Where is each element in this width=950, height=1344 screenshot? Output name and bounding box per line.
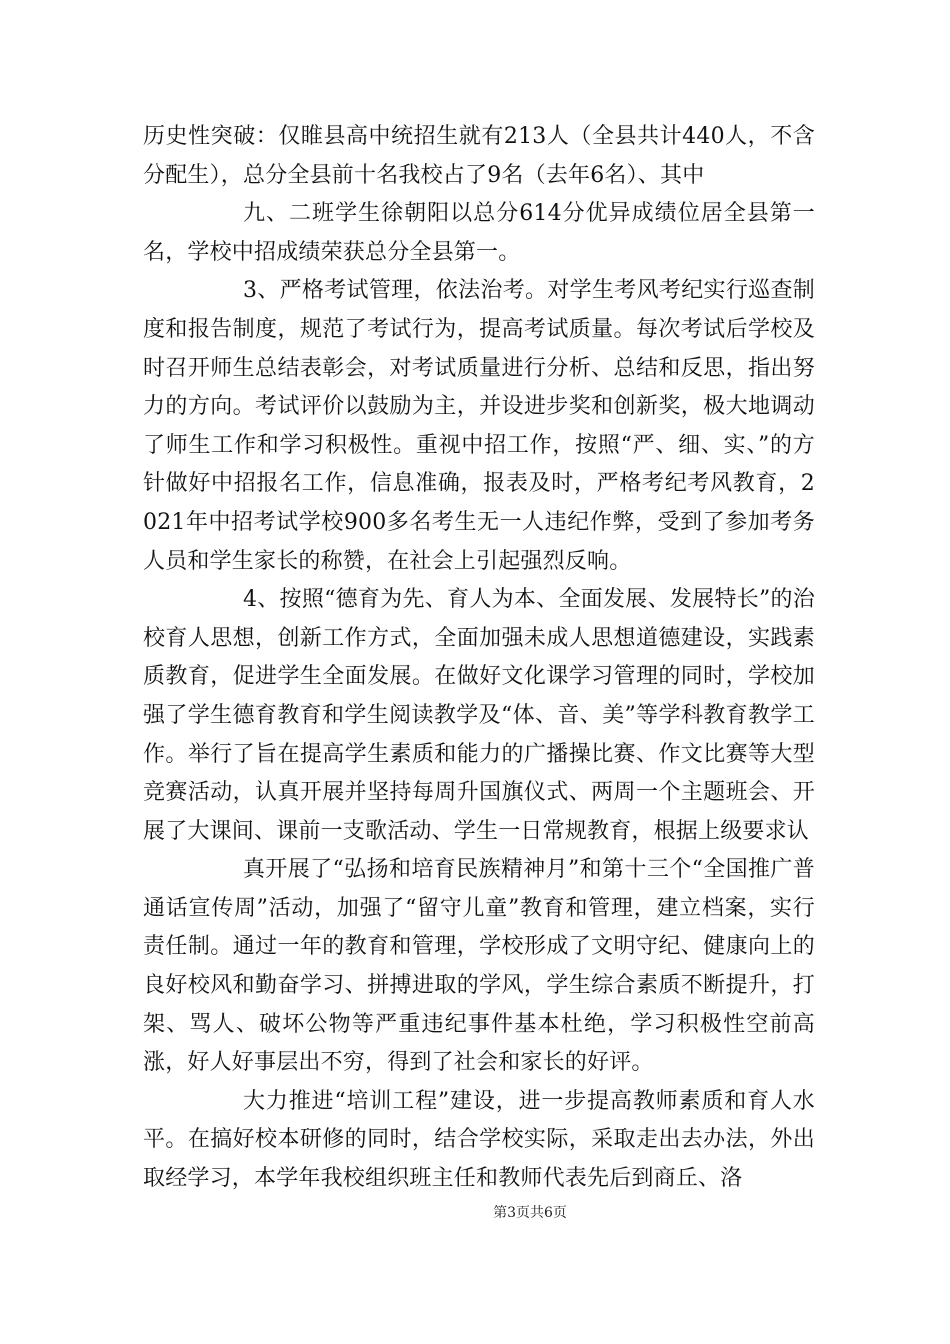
paragraph-3: 3、严格考试管理，依法治考。对学生考风考纪实行巡查制度和报告制度，规范了考试行为，提高考试质量。每次考试后学校及时召开师生总结表彰会，对考试质量进行分析、总结和反思，指出努力的方向。考试评价以鼓励为主，并设进步奖和创新奖，极大地调动了师生工作和学习积极性。重视中招工作，按照“严、细、实、”的方针做好中招报名工作，信息准确，报表及时，严格考纪考风教育，2021年中招考试学校900多名考生无一人违纪作弊，受到了参加考务人员和学生家长的称赞，在社会上引起强烈反响。 bbox=[143, 278, 815, 574]
paragraph-5: 真开展了“弘扬和培育民族精神月”和第十三个“全国推广普通话宣传周”活动，加强了“留守儿童”教育和管理，建立档案，实行责任制。通过一年的教育和管理，学校形成了文明守纪、健康向上的良好校风和勤奋学习、拼搏进取的学风，学生综合素质不断提升，打架、骂人、破坏公物等严重违纪事件基本杜绝，学习积极性空前高涨，好人好事层出不穷，得到了社会和家长的好评。 bbox=[143, 857, 815, 1076]
paragraph-2: 九、二班学生徐朝阳以总分614分优异成绩位居全县第一名，学校中招成绩荣获总分全县第一。 bbox=[143, 201, 815, 265]
paragraph-1: 历史性突破：仅睢县高中统招生就有213人（全县共计440人，不含分配生），总分全县前十名我校占了9名（去年6名）、其中 bbox=[143, 124, 815, 188]
paragraph-4: 4、按照“德育为先、育人为本、全面发展、发展特长”的治校育人思想，创新工作方式，全面加强未成人思想道德建设，实践素质教育，促进学生全面发展。在做好文化课学习管理的同时，学校加强了学生德育教育和学生阅读教学及“体、音、美”等学科教育教学工作。举行了旨在提高学生素质和能力的广播操比赛、作文比赛等大型竞赛活动，认真开展并坚持每周升国旗仪式、两周一个主题班会、开展了大课间、课前一支歌活动、学生一日常规教育，根据上级要求认 bbox=[143, 587, 815, 844]
paragraph-6: 大力推进“培训工程”建设，进一步提高教师素质和育人水平。在搞好校本研修的同时，结合学校实际，采取走出去办法，外出取经学习，本学年我校组织班主任和教师代表先后到商丘、洛 bbox=[143, 1088, 815, 1192]
page-number-footer: 第3页共6页 bbox=[493, 1205, 567, 1221]
document-body bbox=[143, 118, 815, 1199]
